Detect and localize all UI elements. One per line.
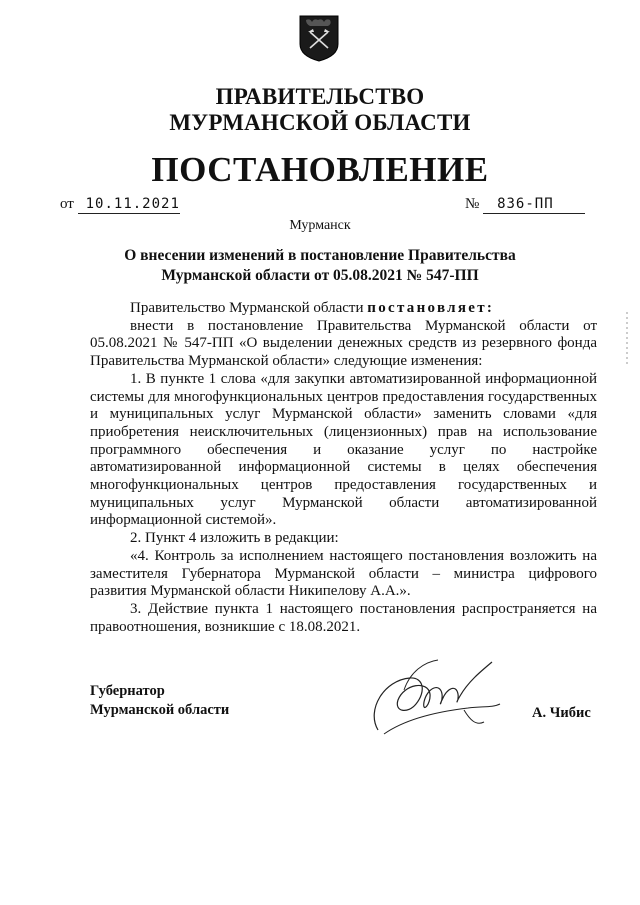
paragraph-item-2-text: «4. Контроль за исполнением настоящего постановления возложить на заместителя Губернатора Мурманской области – министра цифрового развития Мурманской области Никипелову А.А.». bbox=[90, 547, 597, 600]
number-prefix: № bbox=[465, 196, 480, 212]
paragraph-item-1: 1. В пункте 1 слова «для закупки автоматизированной информационной системы для многофункциональных центров предоставления государственных и муниципальных услуг Мурманской области» заменить словами «для приобретения неисключительных (лицензионных) прав на использование программного обеспечения и оказание услуг по настройке автоматизированной информационной системы в целях обеспечения многофункциональных центров предоставления государственных и муниципальных услуг Мурманской области автоматизированной информационной системой». bbox=[90, 370, 597, 529]
date-value: 10.11.2021 bbox=[85, 196, 180, 212]
paragraph-preamble bbox=[90, 300, 597, 318]
document-number bbox=[465, 196, 585, 214]
signatory-title-line-1: Губернатор bbox=[90, 683, 165, 699]
document-type: ПОСТАНОВЛЕНИЕ bbox=[151, 150, 489, 189]
coat-of-arms-icon bbox=[298, 14, 340, 62]
paragraph-item-2: 2. Пункт 4 изложить в редакции: bbox=[130, 530, 339, 547]
signatory-title-line-2: Мурманской области bbox=[90, 702, 230, 718]
city: Мурманск bbox=[289, 218, 351, 233]
government-title: ПРАВИТЕЛЬСТВО bbox=[215, 84, 425, 109]
subject-line-1: О внесении изменений в постановление Правительства bbox=[124, 247, 516, 264]
region-title: МУРМАНСКОЙ ОБЛАСТИ bbox=[169, 110, 471, 135]
resolves-word: постановляет: bbox=[367, 300, 495, 316]
handwritten-signature bbox=[364, 650, 514, 745]
date-prefix: от bbox=[60, 196, 74, 212]
subject-line-2: Мурманской области от 05.08.2021 № 547-ПП bbox=[161, 267, 479, 284]
paragraph-item-3: 3. Действие пункта 1 настоящего постановления распространяется на правоотношения, возникшие с 18.08.2021. bbox=[90, 600, 597, 635]
signatory-title bbox=[90, 682, 229, 720]
signatory-name: А. Чибис bbox=[532, 705, 591, 721]
number-value: 836-ПП bbox=[497, 196, 554, 212]
document-date bbox=[60, 196, 180, 214]
margin-mark bbox=[624, 312, 630, 366]
preamble-text: Правительство Мурманской области bbox=[130, 300, 368, 316]
document-body bbox=[90, 300, 597, 636]
paragraph-intro: внести в постановление Правительства Мурманской области от 05.08.2021 № 547-ПП «О выделении денежных средств из резервного фонда Правительства Мурманской области» следующие изменения: bbox=[90, 317, 597, 370]
